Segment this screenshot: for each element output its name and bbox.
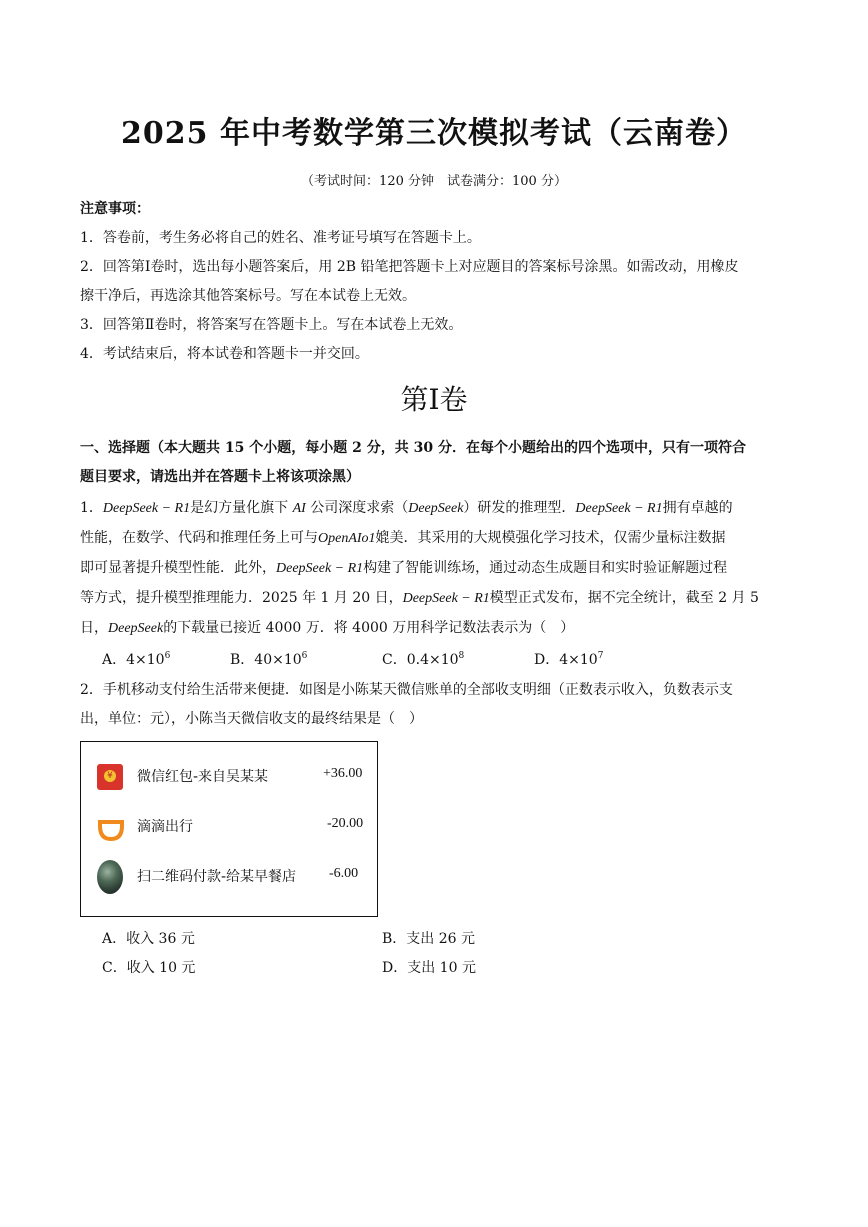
option-b[interactable]: B．支出 26 元 bbox=[382, 931, 476, 947]
part-one-heading: 一、选择题（本大题共 15 个小题，每小题 2 分，共 30 分．在每个小题给出的四个选项中，只有一项符合 bbox=[80, 440, 746, 456]
question-1-line bbox=[80, 584, 792, 613]
option-value: 40×10 bbox=[254, 652, 302, 668]
question-number: 1． bbox=[80, 500, 103, 516]
bill-amount: -6.00 bbox=[329, 866, 359, 881]
text: 是幻方量化旗下 bbox=[190, 500, 289, 516]
bill-label: 微信红包-来自吴某某 bbox=[137, 769, 269, 785]
question-2-line: 出，单位：元），小陈当天微信收支的最终结果是（ ） bbox=[80, 711, 423, 727]
bill-row bbox=[81, 856, 379, 896]
exponent: 6 bbox=[164, 651, 171, 661]
notice-item: 4．考试结束后，将本试卷和答题卡一并交回。 bbox=[80, 346, 369, 362]
math-term: DeepSeek − R1 bbox=[575, 501, 663, 516]
bill-label: 滴滴出行 bbox=[137, 819, 193, 835]
part-one-heading-cont: 题目要求，请选出并在答题卡上将该项涂黑） bbox=[80, 469, 360, 485]
bill-amount: -20.00 bbox=[327, 816, 364, 831]
text: 等方式，提升模型推理能力．2025 年 1 月 20 日， bbox=[80, 590, 403, 606]
notice-item: 1．答卷前，考生务必将自己的姓名、准考证号填写在答题卡上。 bbox=[80, 230, 481, 246]
section-title: 第Ⅰ卷 bbox=[400, 383, 468, 416]
exponent: 8 bbox=[458, 651, 465, 661]
option-value: 4×10 bbox=[559, 652, 598, 668]
notice-item: 3．回答第Ⅱ卷时，将答案写在答题卡上。写在本试卷上无效。 bbox=[80, 317, 463, 333]
avatar-icon bbox=[97, 860, 123, 894]
option-letter: A． bbox=[102, 652, 127, 668]
option-a[interactable]: A．收入 36 元 bbox=[102, 931, 195, 947]
bill-row bbox=[81, 756, 379, 796]
option-letter: B． bbox=[230, 652, 255, 668]
text: 日， bbox=[80, 620, 108, 636]
text: 媲美．其采用的大规模强化学习技术，仅需少量标注数据 bbox=[375, 530, 726, 546]
bill-label: 扫二维码付款-给某早餐店 bbox=[137, 869, 297, 885]
exam-info: （考试时间：120 分钟 试卷满分：100 分） bbox=[301, 174, 567, 189]
option-c[interactable] bbox=[382, 646, 464, 675]
question-1-line bbox=[80, 494, 792, 523]
text: 的下载量已接近 4000 万．将 4000 万用科学记数法表示为（ ） bbox=[163, 620, 575, 636]
question-1-line bbox=[80, 524, 792, 553]
wechat-bill-figure bbox=[80, 741, 378, 917]
page-title: 2025 年中考数学第三次模拟考试（云南卷） bbox=[121, 116, 747, 151]
red-packet-icon: ¥ bbox=[97, 764, 123, 790]
math-term: DeepSeek − R1 bbox=[276, 561, 364, 576]
option-letter: C． bbox=[382, 652, 407, 668]
text: 拥有卓越的 bbox=[662, 500, 733, 516]
text: 构建了智能训练场，通过动态生成题目和实时验证解题过程 bbox=[363, 560, 728, 576]
text: 即可显著提升模型性能．此外， bbox=[80, 560, 276, 576]
option-d[interactable]: D．支出 10 元 bbox=[382, 960, 476, 976]
option-a[interactable] bbox=[102, 646, 170, 675]
didi-icon bbox=[97, 814, 123, 840]
notice-item: 擦干净后，再选涂其他答案标号。写在本试卷上无效。 bbox=[80, 288, 416, 304]
math-term: DeepSeek − R1 bbox=[402, 591, 490, 606]
question-1-line bbox=[80, 554, 792, 583]
question-2-line: 2．手机移动支付给生活带来便捷．如图是小陈某天微信账单的全部收支明细（正数表示收入，负数表示支 bbox=[80, 682, 733, 698]
text: 性能，在数学、代码和推理任务上可与 bbox=[80, 530, 318, 546]
option-d[interactable] bbox=[534, 646, 603, 675]
exponent: 6 bbox=[301, 651, 308, 661]
math-term: DeepSeek bbox=[408, 501, 464, 516]
math-term: DeepSeek bbox=[108, 621, 164, 636]
option-c[interactable]: C．收入 10 元 bbox=[102, 960, 196, 976]
math-term: DeepSeek − R1 bbox=[102, 501, 191, 516]
math-term: AI bbox=[292, 501, 306, 516]
text: 公司深度求索（ bbox=[310, 500, 409, 516]
option-value: 0.4×10 bbox=[406, 652, 459, 668]
option-value: 4×10 bbox=[126, 652, 165, 668]
notice-item: 2．回答第Ⅰ卷时，选出每小题答案后，用 2B 铅笔把答题卡上对应题目的答案标号涂黑。如需改动，用橡皮 bbox=[80, 259, 739, 275]
option-b[interactable] bbox=[230, 646, 307, 675]
text: ）研发的推理型． bbox=[463, 500, 576, 516]
question-1-line bbox=[80, 614, 792, 643]
notice-heading: 注意事项： bbox=[80, 201, 150, 217]
math-term: OpenAIo1 bbox=[318, 531, 376, 546]
bill-row bbox=[81, 806, 379, 846]
option-letter: D． bbox=[534, 652, 560, 668]
bill-amount: +36.00 bbox=[323, 766, 363, 781]
exponent: 7 bbox=[597, 651, 604, 661]
text: 模型正式发布，据不完全统计，截至 2 月 5 bbox=[489, 590, 759, 606]
